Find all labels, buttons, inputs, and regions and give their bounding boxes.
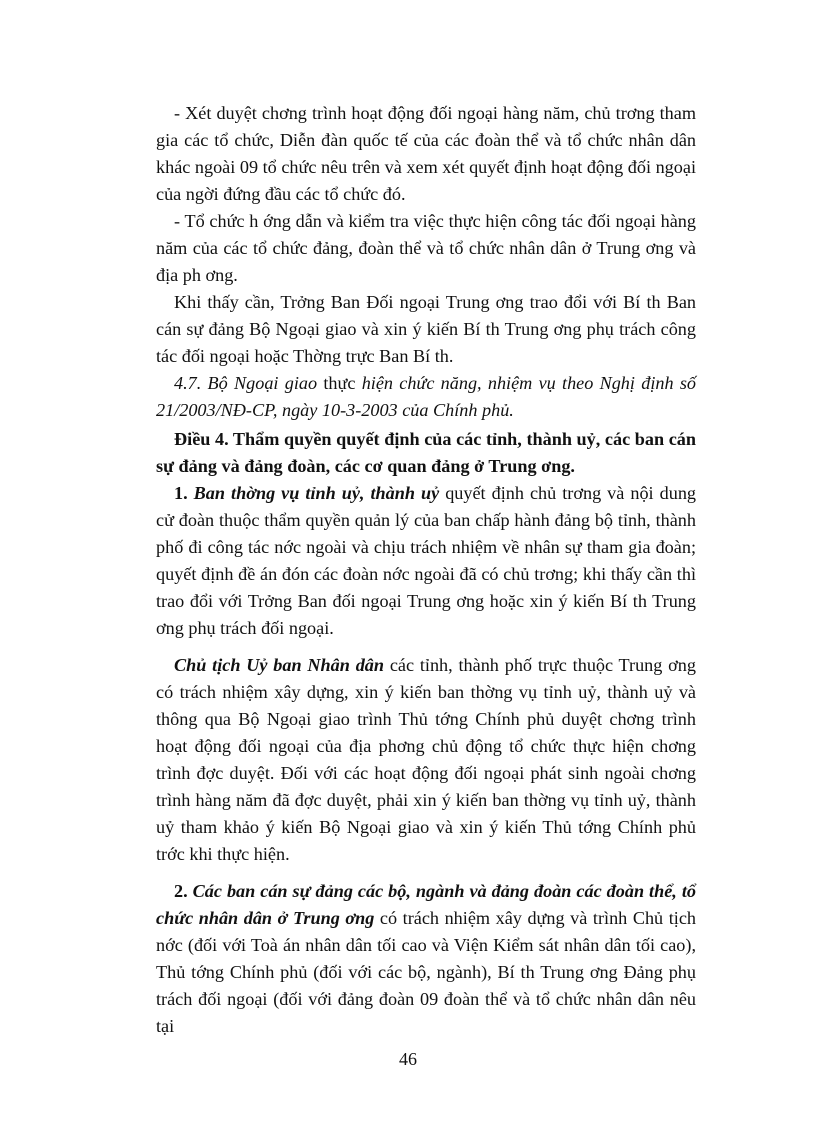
paragraph-peoples-committee <box>156 652 696 868</box>
paragraph-party-committees <box>156 878 696 1040</box>
item-number: 2. <box>174 881 193 901</box>
paragraph-text: quyết định chủ trơng và nội dung cử đoàn thuộc thẩm quyền quản lý của ban chấp hành đảng bộ tỉnh, thành phố đi công tác nớc ngoài và chịu trách nhiệm về nhân sự tham gia đoàn; quyết định đề án đón các đoàn nớc ngoài đã có chủ trơng; khi thấy cần thì trao đổi với Trởng Ban đối ngoại Trung ơng hoặc xin ý kiến Bí th Trung ơng phụ trách đối ngoại. <box>156 483 697 638</box>
item-number: 1. <box>174 483 194 503</box>
ministry-rest: hiện chức năng, nhiệm vụ theo Nghị định số 21/2003/NĐ-CP, ngày 10-3-2003 của Chính phủ. <box>156 373 696 420</box>
item-lead: Ban thờng vụ tỉnh uỷ, thành uỷ <box>193 483 440 503</box>
article-heading-text: Điều 4. Thẩm quyền quyết định của các tỉnh, thành uỷ, các ban cán sự đảng và đảng đoàn, các cơ quan đảng ở Trung ơng. <box>156 429 696 476</box>
item-lead: Chủ tịch Uỷ ban Nhân dân <box>174 655 384 675</box>
paragraph-standing-committee <box>156 480 696 642</box>
item-lead: Các ban cán sự đảng các bộ, ngành và đảng đoàn các đoàn thể, tổ chức nhân dân ở Trung ơng <box>156 881 696 928</box>
paragraph-guidance-inspection <box>156 208 696 289</box>
paragraph-when-needed <box>156 289 696 370</box>
paragraph-text: có trách nhiệm xây dựng và trình Chủ tịch nớc (đối với Toà án nhân dân tối cao và Viện Kiểm sát nhân dân tối cao), Thủ tớng Chính phủ (đối với các bộ, ngành), Bí th Trung ơng Đảng phụ trách đối ngoại (đối với đảng đoàn 09 đoàn thể và tổ chức nhân dân nêu tại <box>156 908 696 1036</box>
paragraph-ministry-foreign-affairs <box>156 370 696 424</box>
paragraph-text: Khi thấy cần, Trởng Ban Đối ngoại Trung ơng trao đổi với Bí th Ban cán sự đảng Bộ Ngoại giao và xin ý kiến Bí th Trung ơng phụ trách công tác đối ngoại hoặc Thờng trực Ban Bí th. <box>156 292 696 366</box>
ministry-mid: thực <box>317 373 362 393</box>
ministry-lead: 4.7. Bộ Ngoại giao <box>174 373 318 393</box>
paragraph-text: - Xét duyệt chơng trình hoạt động đối ngoại hàng năm, chủ trơng tham gia các tổ chức, Diễn đàn quốc tế của các đoàn thể và tổ chức nhân dân khác ngoài 09 tổ chức nêu trên và xem xét quyết định hoạt động đối ngoại của ngời đứng đầu các tổ chức đó. <box>156 103 696 204</box>
article-4-heading <box>156 426 696 480</box>
paragraph-gap <box>156 868 696 878</box>
paragraph-review-programs <box>156 100 696 208</box>
document-body <box>156 100 696 1040</box>
paragraph-text: - Tổ chức h ớng dẫn và kiểm tra việc thực hiện công tác đối ngoại hàng năm của các tổ chức đảng, đoàn thể và tổ chức nhân dân ở Trung ơng và địa ph ơng. <box>156 211 696 285</box>
page-number: 46 <box>399 1049 417 1069</box>
paragraph-gap <box>156 642 696 652</box>
paragraph-text: các tỉnh, thành phố trực thuộc Trung ơng có trách nhiệm xây dựng, xin ý kiến ban thờng vụ tỉnh uỷ, thành uỷ và thông qua Bộ Ngoại giao trình Thủ tớng Chính phủ duyệt chơng trình hoạt động đối ngoại của địa phơng chủ động tổ chức thực hiện chơng trình đợc duyệt. Đối với các hoạt động đối ngoại phát sinh ngoài chơng trình hàng năm đã đợc duyệt, phải xin ý kiến ban thờng vụ tỉnh uỷ, thành uỷ tham khảo ý kiến Bộ Ngoại giao và xin ý kiến Thủ tớng Chính phủ trớc khi thực hiện. <box>156 655 696 864</box>
